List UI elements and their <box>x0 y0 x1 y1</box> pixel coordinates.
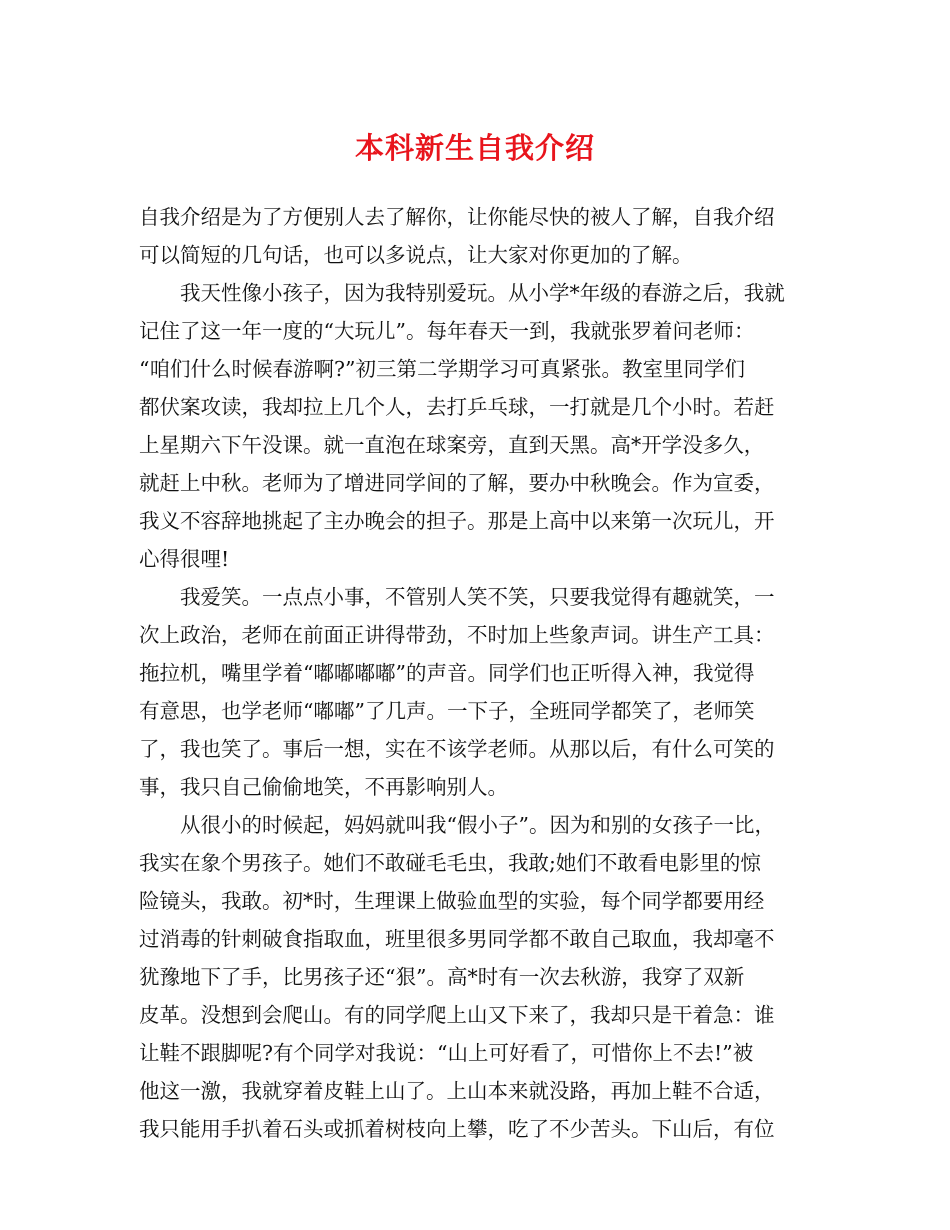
paragraph-love-laugh: 我爱笑。一点点小事，不管别人笑不笑，只要我觉得有趣就笑，一 次上政治，老师在前面正讲得带劲，不时加上些象声词。讲生产工具： 拖拉机，嘴里学着“嘟嘟嘟嘟”的声音。同学们也正听得入神，我觉得 有意思，也学老师“嘟嘟”了几声。一下子，全班同学都笑了，老师笑 了，我也笑了。事后一想，实在不该学老师。从那以后，有什么可笑的 事，我只自己偷偷地笑，不再影响别人。 <box>139 585 775 799</box>
paragraph-love-play: 我天性像小孩子，因为我特别爱玩。从小学*年级的春游之后，我就 记住了这一年一度的“大玩儿”。每年春天一到，我就张罗着问老师： “咱们什么时候春游啊?”初三第二学期学习可真紧张。教室里同学们 都伏案攻读，我却拉上几个人，去打乒乓球，一打就是几个小时。若赶 上星期六下午没课。就一直泡在球案旁，直到天黑。高*开学没多久， 就赶上中秋。老师为了增进同学间的了解，要办中秋晚会。作为宣委， 我义不容辞地挑起了主办晚会的担子。那是上高中以来第一次玩儿，开 心得很哩! <box>139 281 785 571</box>
paragraph-tomboy: 从很小的时候起，妈妈就叫我“假小子”。因为和别的女孩子一比， 我实在象个男孩子。她们不敢碰毛毛虫，我敢;她们不敢看电影里的惊 险镜头，我敢。初*时，生理课上做验血型的实验，每个同学都要用经 过消毒的针刺破食指取血，班里很多男同学都不敢自己取血，我却毫不 犹豫地下了手，比男孩子还“狠”。高*时有一次去秋游，我穿了双新 皮革。没想到会爬山。有的同学爬上山又下来了，我却只是干着急：谁 让鞋不跟脚呢?有个同学对我说：“山上可好看了，可惜你上不去!”被 他这一激，我就穿着皮鞋上山了。上山本来就没路，再加上鞋不合适， 我只能用手扒着石头或抓着树枝向上攀，吃了不少苦头。下山后，有位 <box>139 813 775 1141</box>
paragraph-intro: 自我介绍是为了方便别人去了解你，让你能尽快的被人了解，自我介绍 可以简短的几句话，也可以多说点，让大家对你更加的了解。 <box>139 205 775 267</box>
document-body <box>139 198 815 1148</box>
document-title: 本科新生自我介绍 <box>354 131 595 165</box>
